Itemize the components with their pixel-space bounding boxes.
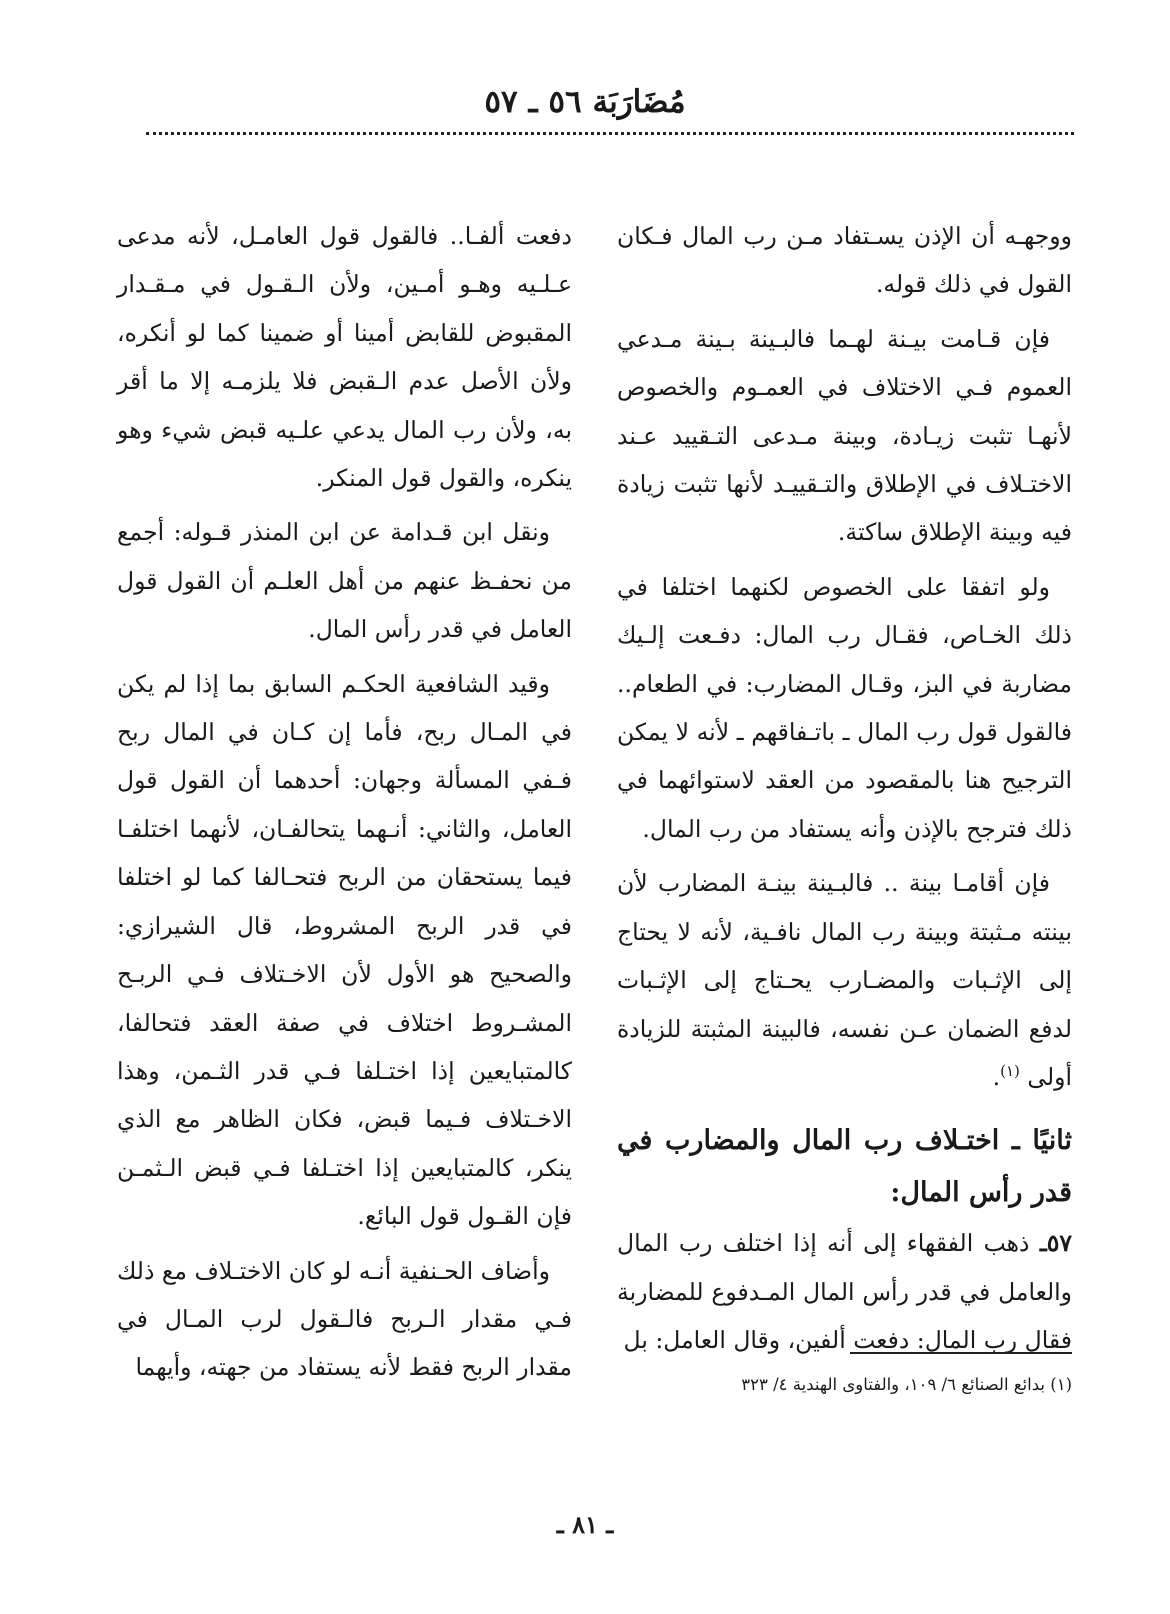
paragraph-text: فإن أقامـا بينة .. فالبـينة بينـة المضارب لأن بينته مـثبتة وبينة رب المال نافـية، لأنه لا يحتاج إلى الإثـبات والمضـارب يحـتاج إلى الإثـبات لدفع الضمان عـن نفسه، فالبينة المثبتة للزيادة أولى <box>617 869 1072 1091</box>
text-column-left <box>117 212 572 1392</box>
footnote-separator <box>850 1352 1072 1354</box>
paragraph-with-footnote: فإن أقامـا بينة .. فالبـينة بينـة المضارب لأن بينته مـثبتة وبينة رب المال نافـية، لأنه لا يحتاج إلى الإثـبات والمضـارب يحـتاج إلى الإثـبات لدفع الضمان عـن نفسه، فالبينة المثبتة للزيادة أولى $^{(١)}$. <box>617 869 1072 1091</box>
running-header-title: مُضَارَبَة ٥٦ ـ ٥٧ <box>484 84 686 120</box>
paragraph: ووجهـه أن الإذن يسـتفاد مـن رب المال فـكان القول في ذلك قوله. <box>617 222 1072 299</box>
paragraph: ونقل ابن قـدامة عن ابن المنذر قـوله: أجمع من نحفـظ عنهم من أهل العلـم أن القول قول العامل في قدر رأس المال. <box>117 518 572 644</box>
header-dotted-rule <box>146 132 1074 135</box>
paragraph: وقيد الشافعية الحكـم السابق بما إذا لم يكن في المـال ربح، فأما إن كـان في المال ربح فـفي المسألة وجهان: أحدهما أن القول قول العامل، والثاني: أنـهما يتحالفـان، لأنهما اختلفـا فيما يستحقان من الربح فتحـالفا كما لو اختلفا في قدر الربح المشروط، قال الشيرازي: والصحيح هو الأول لأن الاخـتلاف فـي الربـح المشـروط اختلاف في صفة العقد فتحالفا، كالمتبايعين إذا اختـلفا فـي قدر الثـمن، وهذا الاخـتلاف فـيما قبض، فكان الظاهر مع الذي ينكر، كالمتبايعين إذا اختـلفا فـي قبض الـثمـن فإن القـول قول البائع. <box>117 669 572 1231</box>
numbered-paragraph <box>617 1219 1072 1364</box>
text-column-right <box>617 212 1072 1365</box>
paragraph: وأضاف الحـنفية أنـه لو كان الاختـلاف مع ذلك فـي مقدار الـربح فالـقول لرب المـال في مقدار الربح فقط لأنه يستفاد من جهته، وأيهما <box>117 1256 572 1382</box>
paragraph: دفعت ألفـا.. فالقول قول العامـل، لأنه مدعى عـلـيه وهـو أمـين، ولأن الـقـول في مـقـدار المقبوض للقابض أمينا أو ضمينا كما لو أنكره، ولأن الأصل عدم الـقبض فلا يلزمـه إلا ما أقر به، ولأن رب المال يدعي علـيه قبض شيء وهو ينكره، والقول قول المنكر. <box>117 222 572 493</box>
paragraph: ولو اتفقا على الخصوص لكنهما اختلفا في ذلك الخـاص، فقـال رب المال: دفـعت إلـيك مضاربة في البز، وقـال المضارب: في الطعام.. فالقول قول رب المال ـ باتـفاقهم ـ لأنه لا يمكن الترجيح هنا بالمقصود من العقد لاستوائهما في ذلك فترجح بالإذن وأنه يستفاد من رب المال. <box>617 572 1072 843</box>
paragraph-text: ذهب الفقهاء إلى أنه إذا اختلف رب المال والعامل في قدر رأس المال المـدفوع للمضاربة فقال رب المال: دفعت ألفين، وقال العامل: بل <box>617 1229 1072 1355</box>
paragraph-number: ٥٧ـ <box>1039 1229 1072 1258</box>
paragraph: فإن قـامت بيـنة لهـما فالبـينة بـينة مـدعي العموم فـي الاختلاف في العمـوم والخصوص لأنهـا تثبت زيـادة، وبينة مـدعى التـقييد عـند الاختـلاف في الإطلاق والتـقييـد لأنها تثبت زيادة فيه وبينة الإطلاق ساكتة. <box>617 324 1072 547</box>
section-heading: ثانيًا ـ اختـلاف رب المال والمضارب في قدر رأس المال: <box>617 1125 1072 1209</box>
footnote: (١) بدائع الصنائع ٦/ ١٠٩، والفتاوى الهندية ٤/ ٣٢٣ <box>741 1375 1072 1394</box>
footnote-reference: (١) <box>1000 1062 1020 1081</box>
page-number: ـ ٨١ ـ <box>556 1510 614 1539</box>
